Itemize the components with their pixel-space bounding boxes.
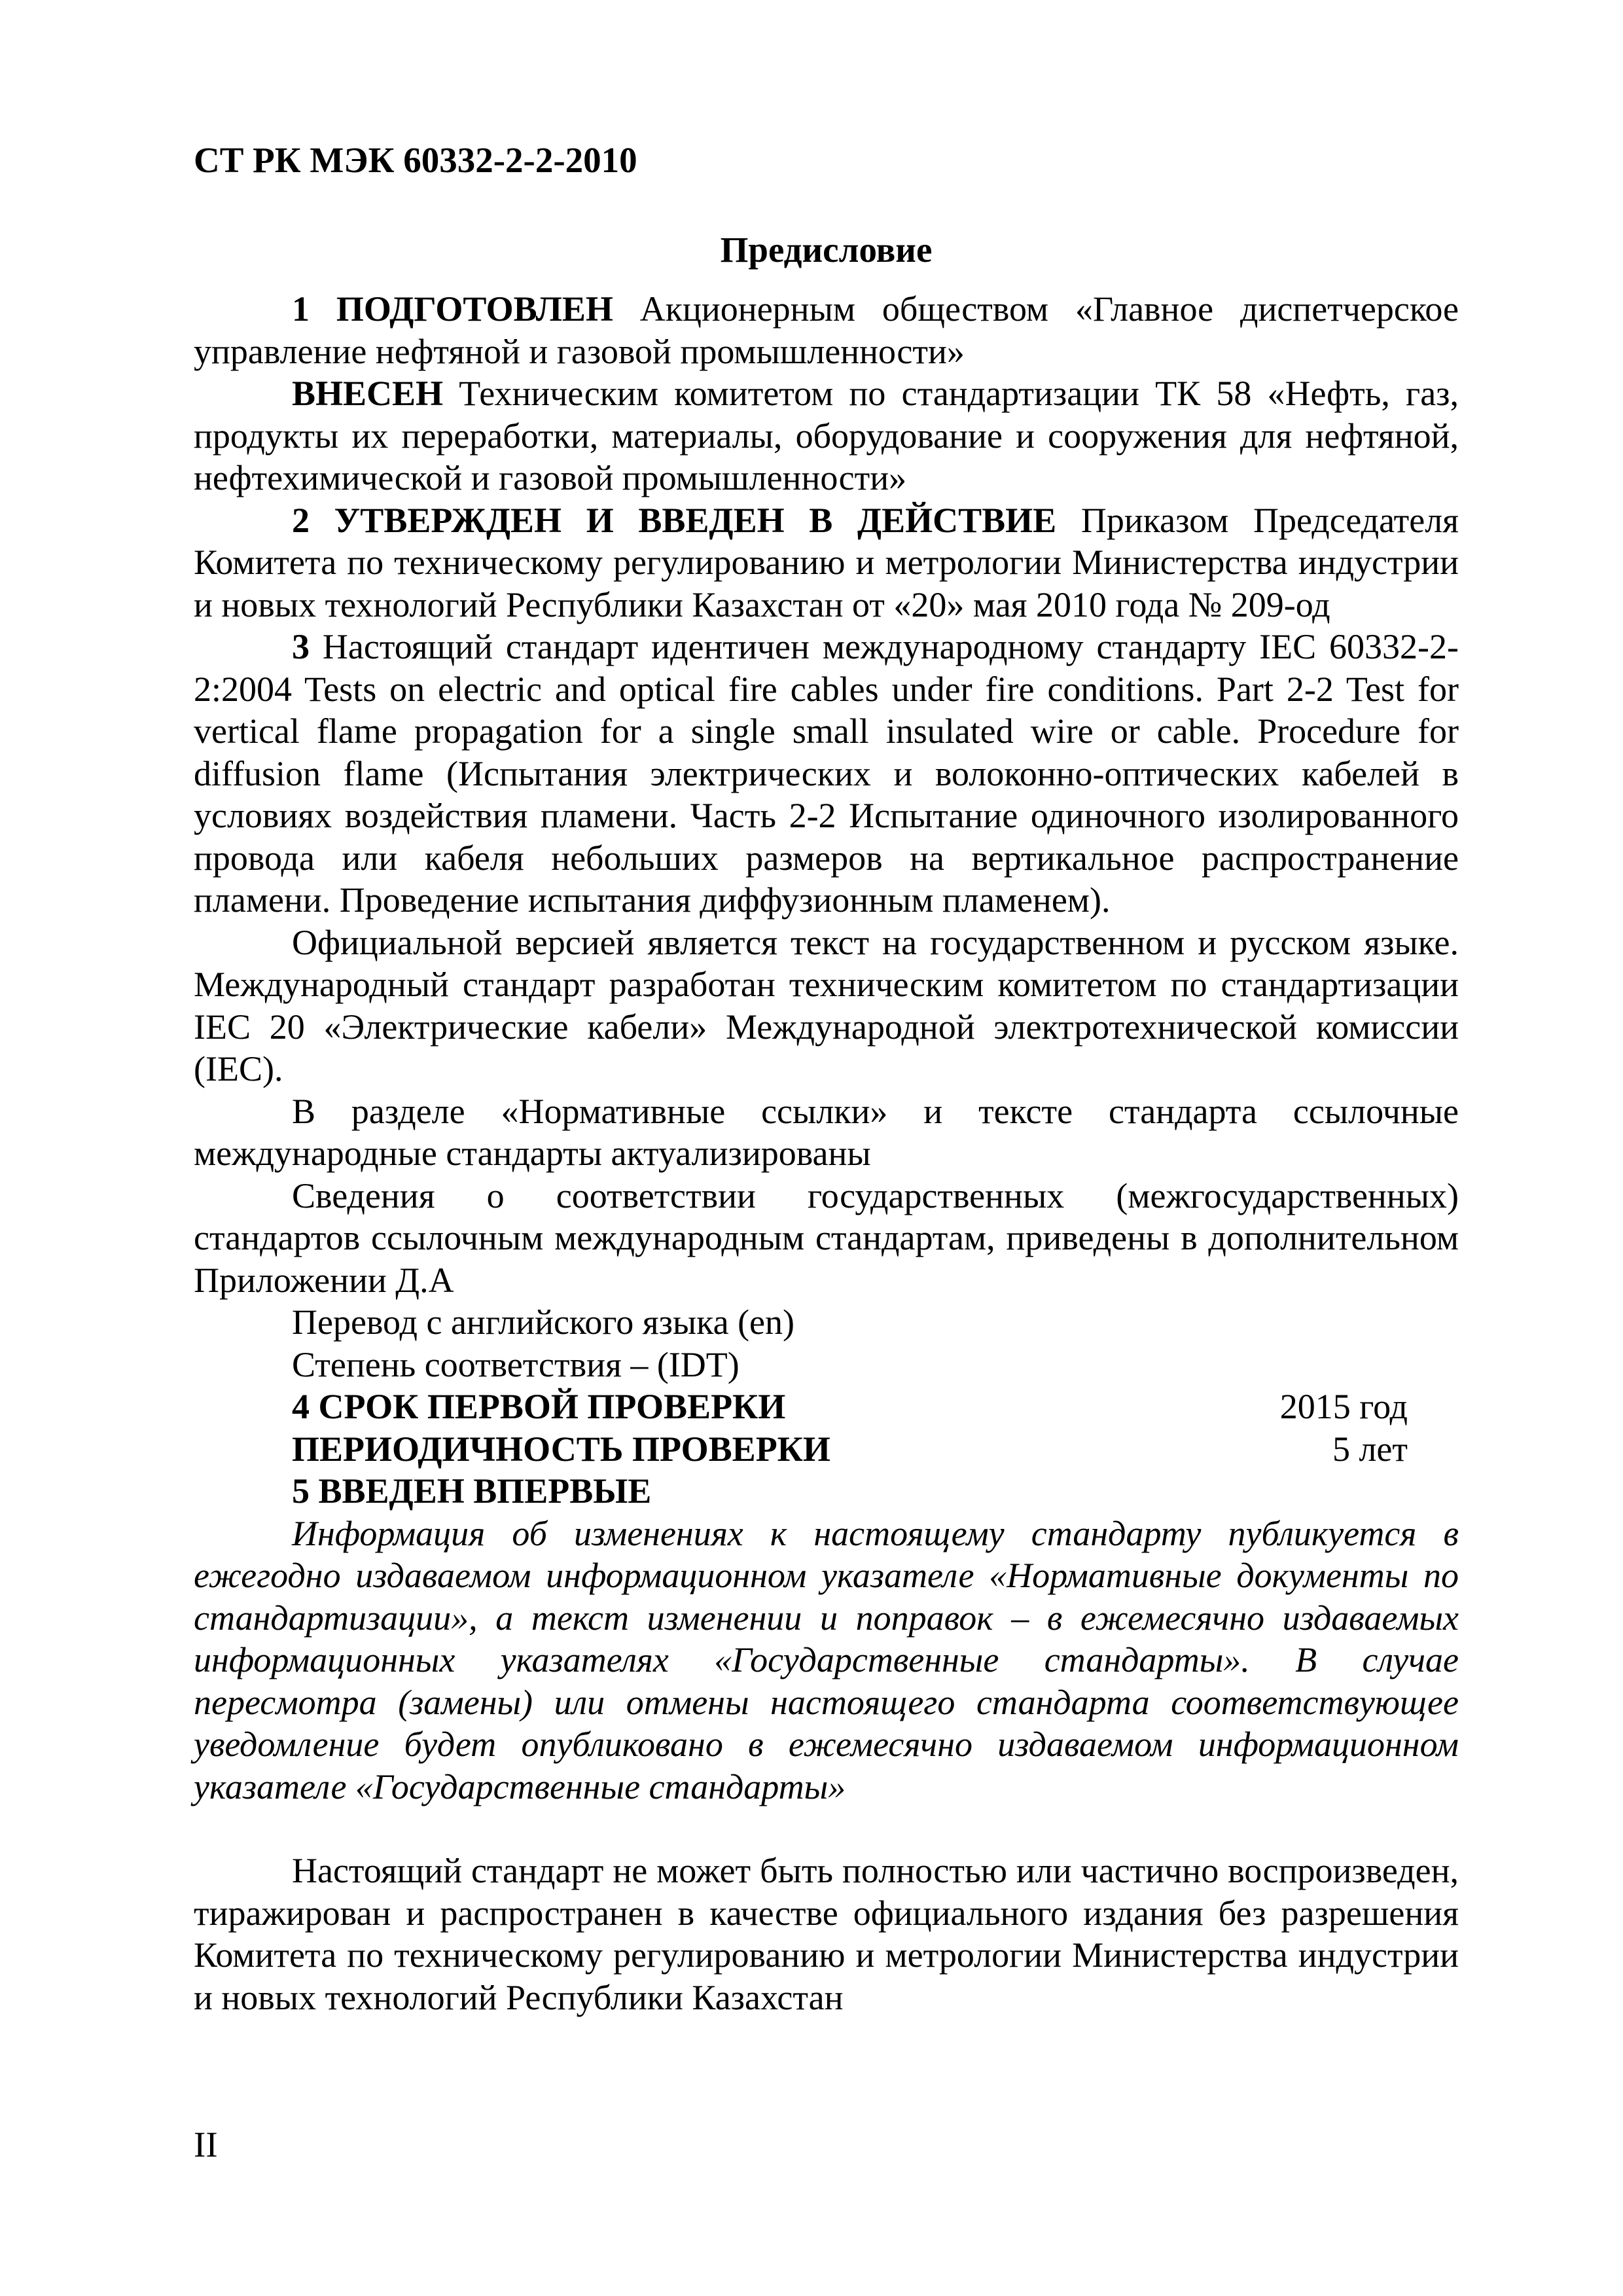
paragraph-references: В разделе «Нормативные ссылки» и тексте стандарта ссылочные международные стандарты актуализированы xyxy=(194,1091,1459,1173)
paragraph-degree: Степень соответствия – (IDT) xyxy=(292,1344,740,1384)
page-number: II xyxy=(194,2125,218,2164)
approved-label: 2 УТВЕРЖДЕН И ВВЕДЕН В ДЕЙСТВИЕ xyxy=(292,500,1057,540)
spacer xyxy=(194,1808,1459,1850)
check-period-row xyxy=(194,1428,1459,1471)
prepared-text: Акционерным обществом «Главное диспетчерское управление нефтяной и газовой промышленности» xyxy=(194,289,1459,371)
paragraph-changes-info: Информация об изменениях к настоящему стандарту публикуется в ежегодно издаваемом информационном указателе «Нормативные документы по стандартизации», а текст изменении и поправок – в ежемесячно издаваемых информационных указателях «Государственные стандарты». В случае пересмотра (замены) или отмены настоящего стандарта соответствующее уведомление будет опубликовано в ежемесячно издаваемом информационном указателе «Государственные стандарты» xyxy=(194,1513,1459,1806)
check-period-value: 5 лет xyxy=(1332,1429,1408,1469)
paragraph-translation: Перевод с английского языка (en) xyxy=(292,1302,794,1342)
first-check-value: 2015 год xyxy=(1279,1387,1408,1426)
paragraph-first-introduced: 5 ВВЕДЕН ВПЕРВЫЕ xyxy=(292,1471,652,1511)
first-check-row xyxy=(194,1386,1459,1428)
prepared-label: 1 ПОДГОТОВЛЕН xyxy=(292,289,613,329)
document-code: СТ РК МЭК 60332-2-2-2010 xyxy=(194,140,637,180)
check-period-label: ПЕРИОДИЧНОСТЬ ПРОВЕРКИ xyxy=(292,1429,830,1469)
paragraph-prepared xyxy=(194,288,1459,372)
preface-body xyxy=(194,288,1459,2018)
approved-text: Приказом Председателя Комитета по техническому регулированию и метрологии Министерства индустрии и новых технологий Республики Казахстан от «20» мая 2010 года № 209-од xyxy=(194,500,1459,624)
identical-text: Настоящий стандарт идентичен международному стандарту IEC 60332-2-2:2004 Tests on electric and optical fire cables under fire conditions. Part 2-2 Test for vertical flame propagation for a single small insulated wire or cable. Procedure for diffusion flame (Испытания электрических и волоконно-оптических кабелей в условиях воздействия пламени. Часть 2-2 Испытание одиночного изолированного провода или кабеля небольших размеров на вертикальное распространение пламени. Проведение испытания диффузионным пламенем). xyxy=(194,627,1459,920)
paragraph-official-version: Официальной версией является текст на государственном и русском языке. Международный стандарт разработан техническим комитетом по стандартизации IEC 20 «Электрические кабели» Международной электротехнической комиссии (IEC). xyxy=(194,922,1459,1088)
paragraph-approved xyxy=(194,499,1459,626)
first-check-label: 4 СРОК ПЕРВОЙ ПРОВЕРКИ xyxy=(292,1387,786,1426)
introduced-text: Техническим комитетом по стандартизации ТК 58 «Нефть, газ, продукты их переработки, материалы, оборудование и сооружения для нефтяной, нефтехимической и газовой промышленности» xyxy=(194,374,1459,497)
preface-title: Предисловие xyxy=(720,230,933,270)
paragraph-copyright: Настоящий стандарт не может быть полностью или частично воспроизведен, тиражирован и распространен в качестве официального издания без разрешения Комитета по техническому регулированию и метрологии Министерства индустрии и новых технологий Республики Казахстан xyxy=(194,1851,1459,2017)
paragraph-identical xyxy=(194,626,1459,922)
paragraph-correspondence: Сведения о соответствии государственных (межгосударственных) стандартов ссылочным международным стандартам, приведены в дополнительном Приложении Д.А xyxy=(194,1175,1459,1300)
paragraph-introduced xyxy=(194,372,1459,499)
introduced-label: ВНЕСЕН xyxy=(292,374,444,413)
identical-label: 3 xyxy=(292,627,310,666)
